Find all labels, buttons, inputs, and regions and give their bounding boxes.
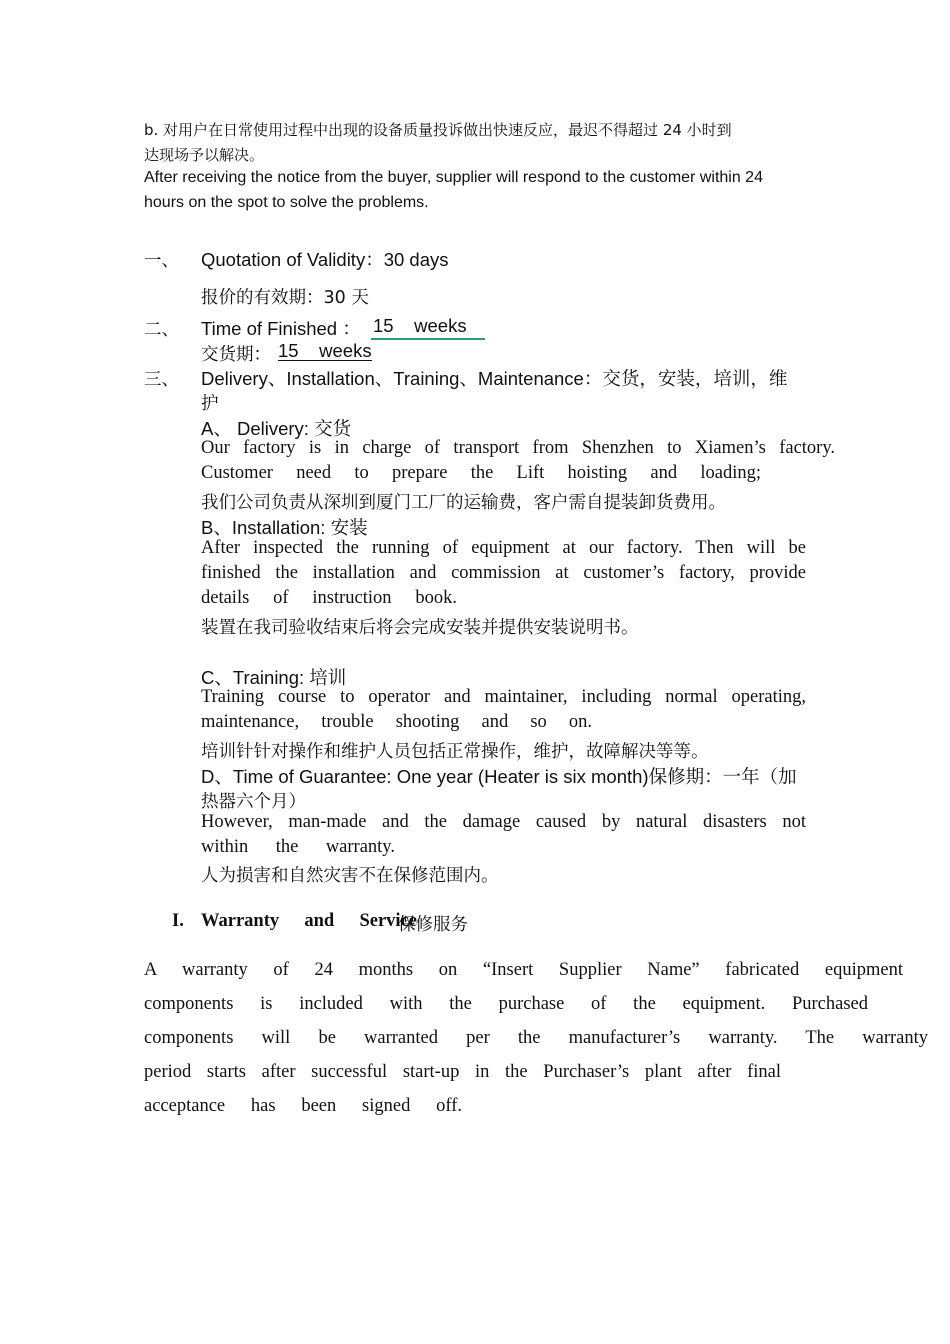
item3-b-en2: finished the installation and commission at customer’s factory, provide	[201, 563, 806, 583]
item3-a-en1: Our factory is in charge of transport from Shenzhen to Xiamen’s factory.	[201, 438, 835, 458]
warranty-line2: components is included with the purchase of the equipment. Purchased	[144, 994, 868, 1014]
item1-cn: 报价的有效期：30 天	[201, 288, 369, 308]
section-b-cn-line2: 达现场予以解决。	[144, 146, 265, 164]
item1-en: Quotation of Validity：30 days	[201, 249, 449, 270]
section-b-en-line1: After receiving the notice from the buyer, supplier will respond to the customer within 24	[144, 169, 763, 186]
item3-line2: 护	[201, 394, 219, 414]
warranty-line4: period starts after successful start-up in the Purchaser’s plant after final	[144, 1062, 781, 1082]
item2-number: 二、	[144, 320, 179, 340]
item2-cn-value: 15 weeks	[278, 340, 372, 361]
item3-c-cn: 培训针针对操作和维护人员包括正常操作，维护，故障解决等等。	[201, 742, 709, 762]
item3-d-heading2: 热器六个月）	[201, 792, 306, 812]
item2-value: 15 weeks	[371, 315, 485, 340]
item3-d-heading1: D、Time of Guarantee: One year (Heater is six month)保修期：一年（加	[201, 766, 797, 787]
item2-cn-underline	[278, 360, 372, 361]
warranty-line5: acceptance has been signed off.	[144, 1096, 462, 1116]
item3-a-cn: 我们公司负责从深圳到厦门工厂的运输费，客户需自提装卸货费用。	[201, 493, 726, 513]
item3-d-cn: 人为损害和自然灾害不在保修范围内。	[201, 866, 499, 886]
item3-d-en1: However, man-made and the damage caused by natural disasters not	[201, 812, 806, 832]
warranty-title: Warranty and Service	[201, 911, 417, 931]
item3-c-heading: C、Training: 培训	[201, 667, 347, 688]
item3-a-heading: A、 Delivery: 交货	[201, 418, 352, 439]
warranty-line3: components will be warranted per the manufacturer’s warranty. The warranty	[144, 1028, 928, 1048]
item1-number: 一、	[144, 251, 179, 271]
item3-b-en1: After inspected the running of equipment at our factory. Then will be	[201, 538, 806, 558]
warranty-line1: A warranty of 24 months on “Insert Supplier Name” fabricated equipment	[144, 960, 903, 980]
warranty-number: I.	[172, 911, 184, 931]
item3-c-en2: maintenance, trouble shooting and so on.	[201, 712, 592, 732]
item3-b-en3: details of instruction book.	[201, 588, 457, 608]
item3-c-en1: Training course to operator and maintainer, including normal operating,	[201, 687, 806, 707]
item3-d-en2: within the warranty.	[201, 837, 395, 857]
item2-cn-label: 交货期：	[201, 345, 271, 365]
item3-b-heading: B、Installation: 安装	[201, 517, 368, 538]
section-b-cn-line1: b. 对用户在日常使用过程中出现的设备质量投诉做出快速反应，最迟不得超过 24 小时到	[144, 121, 732, 139]
section-b-en-line2: hours on the spot to solve the problems.	[144, 194, 429, 211]
item3-a-en2: Customer need to prepare the Lift hoisting and loading;	[201, 463, 761, 483]
warranty-title-cn: 保修服务	[398, 915, 468, 935]
item3-line1: Delivery、Installation、Training、Maintenance：交货，安装，培训，维	[201, 368, 788, 389]
item3-b-cn: 装置在我司验收结束后将会完成安装并提供安装说明书。	[201, 618, 639, 638]
item3-number: 三、	[144, 370, 179, 390]
item2-label: Time of Finished ：	[201, 318, 361, 339]
